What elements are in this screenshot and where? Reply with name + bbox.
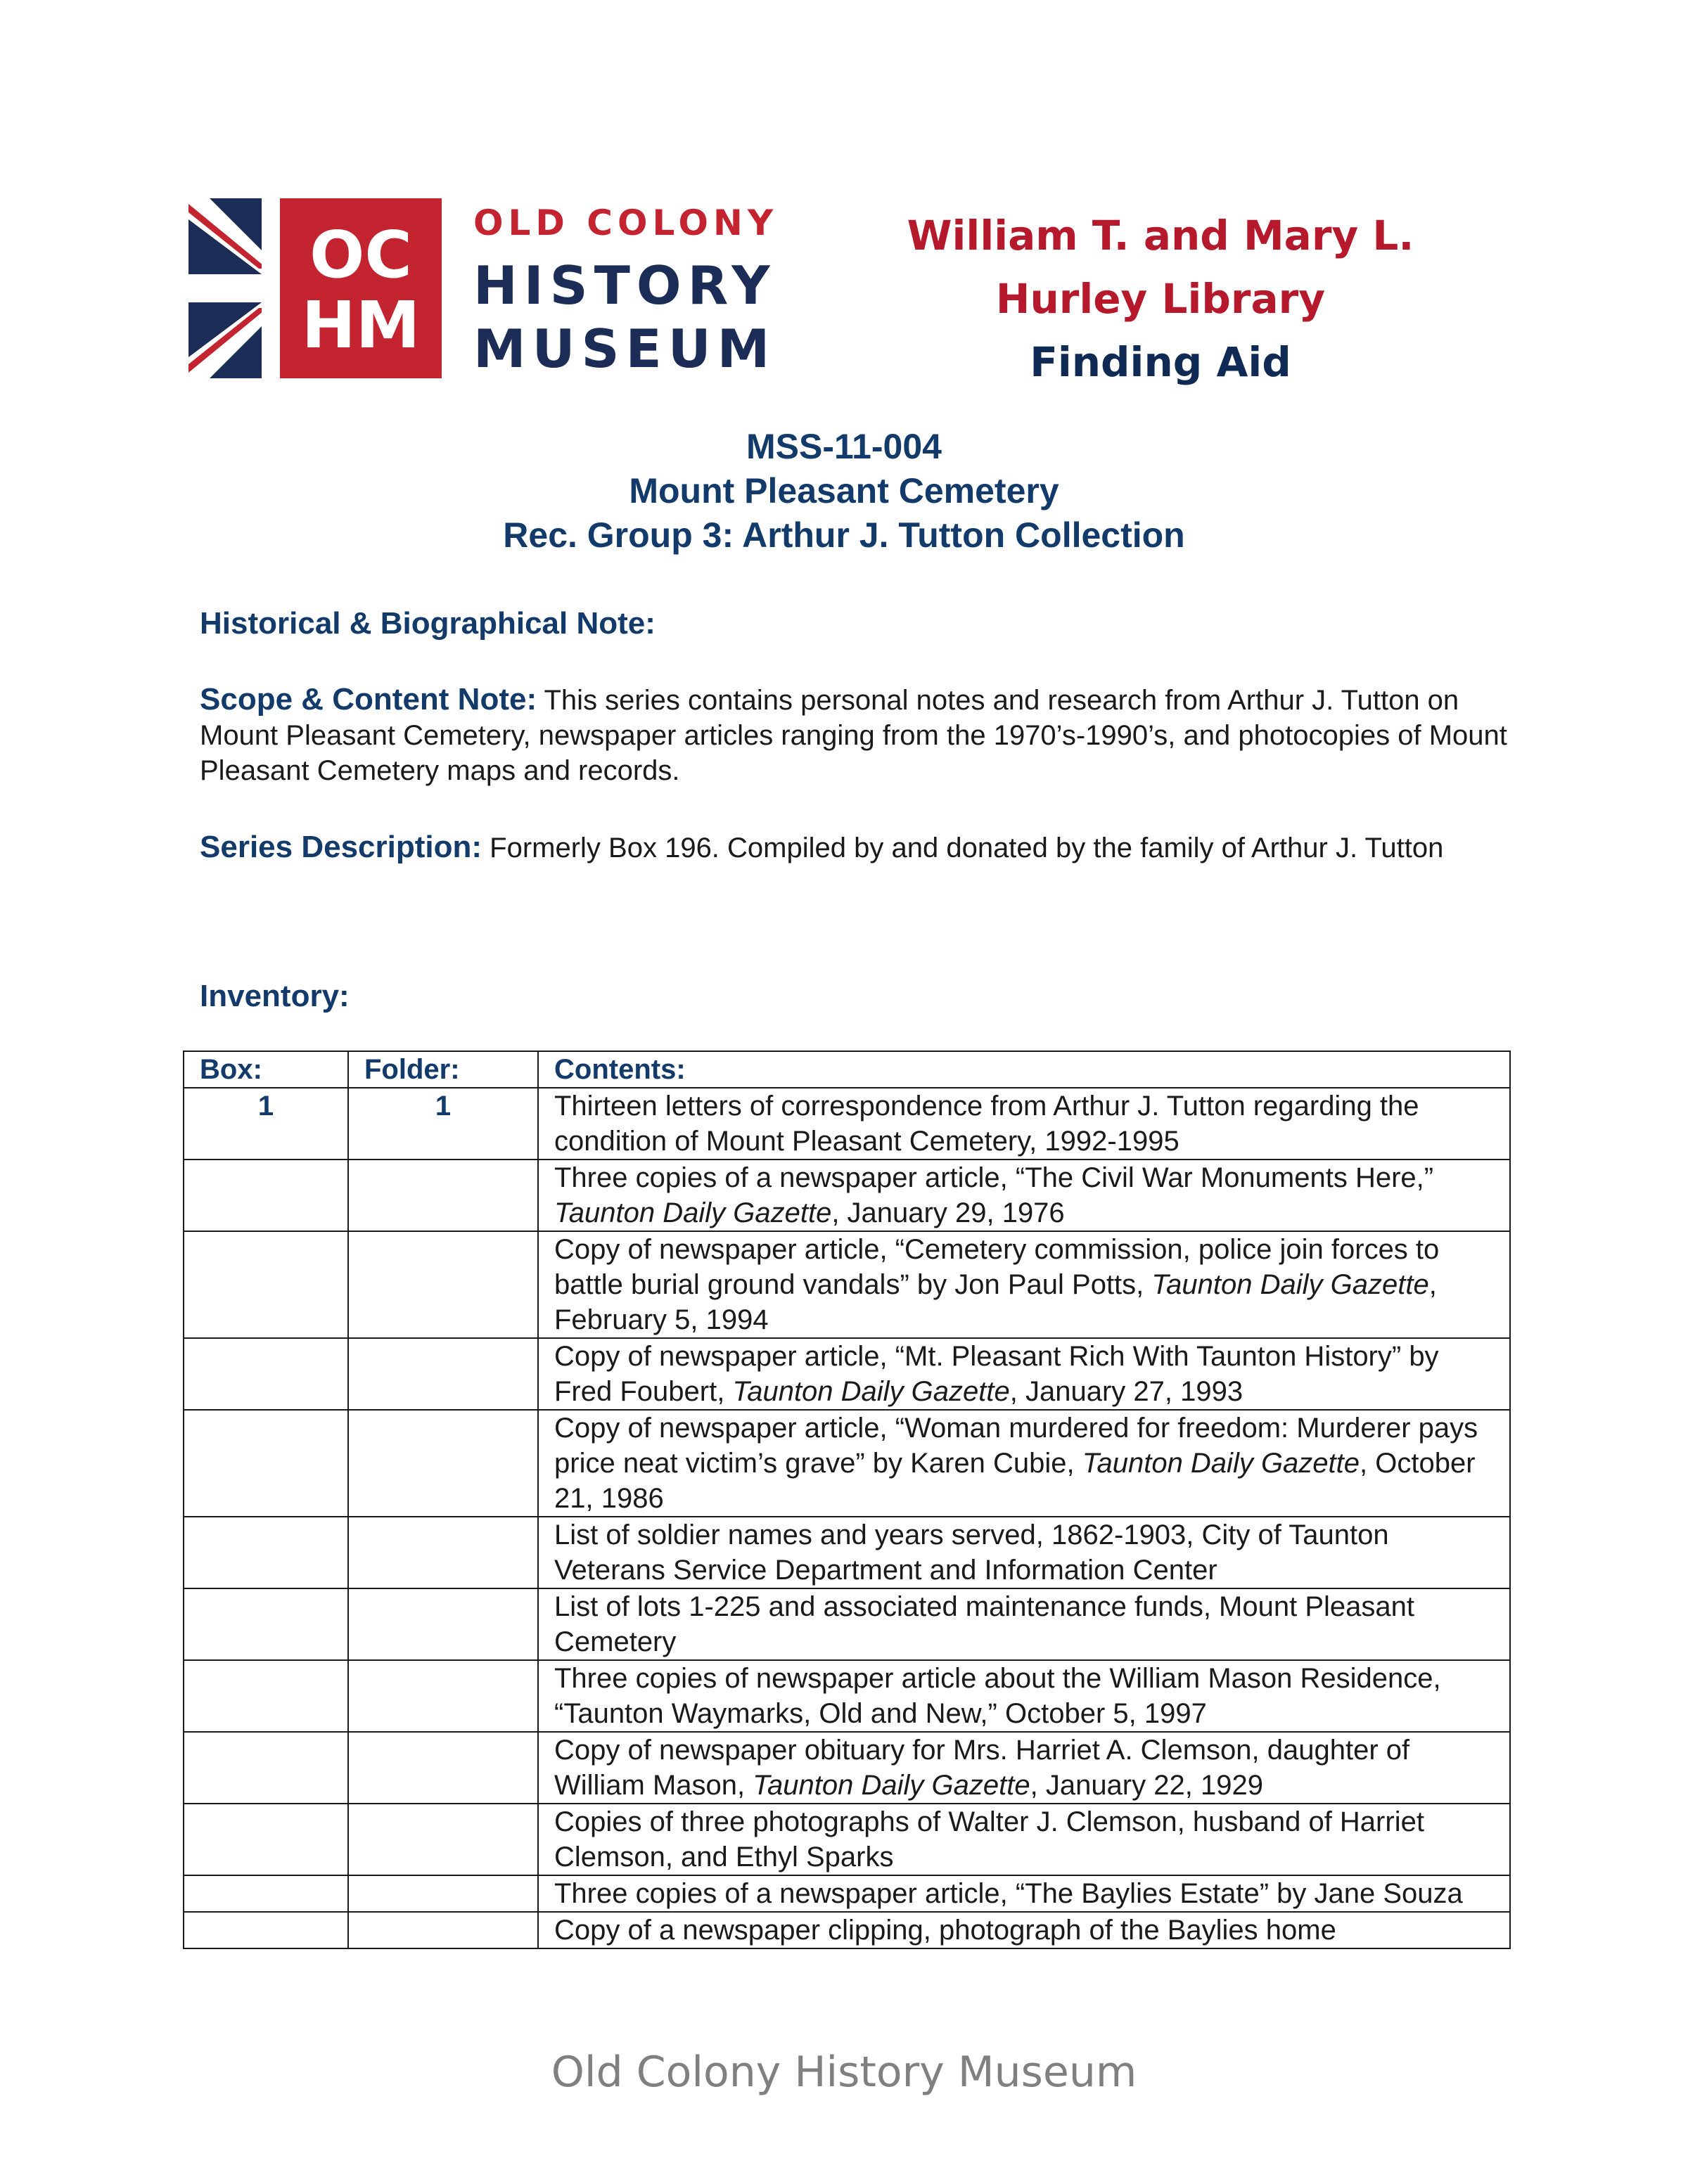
- cell-box: [184, 1732, 348, 1804]
- publication-title: Taunton Daily Gazette: [732, 1376, 1010, 1407]
- cell-box: 1: [184, 1088, 348, 1160]
- cell-box: [184, 1588, 348, 1660]
- cell-folder: [348, 1160, 538, 1231]
- inventory-header-row: [184, 1051, 1510, 1088]
- inventory-label: Inventory:: [200, 979, 350, 1013]
- logo-monogram-bottom: HM: [301, 288, 421, 363]
- cell-folder: [348, 1338, 538, 1410]
- cell-contents: [538, 1517, 1510, 1588]
- cell-contents: [538, 1160, 1510, 1231]
- cell-contents: [538, 1732, 1510, 1804]
- inventory-table: [183, 1051, 1511, 1949]
- cell-contents: [538, 1088, 1510, 1160]
- collection-id: MSS-11-004: [746, 427, 942, 466]
- contents-text: , January 29, 1976: [831, 1197, 1065, 1228]
- contents-text: Copy of newspaper article, “Woman murdered for freedom: Murderer pays price neat victim’s grave” by Karen Cubie,: [554, 1413, 1478, 1479]
- header-contents: Contents:: [538, 1051, 1510, 1088]
- collection-heading: [0, 425, 1688, 558]
- table-row: [184, 1732, 1510, 1804]
- logo-line-museum: MUSEUM: [473, 318, 776, 380]
- cell-contents: [538, 1338, 1510, 1410]
- contents-text: , October 21, 1986: [554, 1448, 1476, 1514]
- inventory-heading: [200, 979, 1508, 1015]
- cell-box: [184, 1160, 348, 1231]
- cell-box: [184, 1338, 348, 1410]
- cell-folder: 1: [348, 1088, 538, 1160]
- table-row: [184, 1804, 1510, 1875]
- table-row: [184, 1912, 1510, 1948]
- contents-text: , January 22, 1929: [1030, 1770, 1263, 1801]
- table-row: [184, 1875, 1510, 1912]
- cell-contents: [538, 1660, 1510, 1732]
- header-box: Box:: [184, 1051, 348, 1088]
- cell-box: [184, 1517, 348, 1588]
- publication-title: Taunton Daily Gazette: [1082, 1448, 1360, 1479]
- collection-name: Mount Pleasant Cemetery: [629, 471, 1059, 510]
- cell-folder: [348, 1875, 538, 1912]
- library-title: [844, 204, 1477, 394]
- cell-box: [184, 1804, 348, 1875]
- cell-box: [184, 1912, 348, 1948]
- table-row: [184, 1660, 1510, 1732]
- cell-contents: [538, 1804, 1510, 1875]
- cell-folder: [348, 1410, 538, 1517]
- cell-contents: [538, 1231, 1510, 1338]
- cell-box: [184, 1410, 348, 1517]
- contents-text: Three copies of a newspaper article, “The Baylies Estate” by Jane Souza: [554, 1878, 1463, 1909]
- cell-contents: [538, 1875, 1510, 1912]
- table-row: [184, 1410, 1510, 1517]
- table-row: [184, 1338, 1510, 1410]
- scope-note-text: This series contains personal notes and research from Arthur J. Tutton on Mount Pleasant Cemetery, newspaper articles ranging from the 1970’s-1990’s, and photocopies of Mount Pleasant Cemetery maps and records.: [200, 685, 1507, 786]
- contents-text: Thirteen letters of correspondence from Arthur J. Tutton regarding the condition of Mount Pleasant Cemetery, 1992-1995: [554, 1091, 1419, 1157]
- contents-text: Three copies of a newspaper article, “The Civil War Monuments Here,”: [554, 1162, 1434, 1193]
- cell-contents: [538, 1588, 1510, 1660]
- library-title-line3: Finding Aid: [1030, 338, 1291, 386]
- page-footer: Old Colony History Museum: [551, 2048, 1137, 2097]
- contents-text: Copy of a newspaper clipping, photograph of the Baylies home: [554, 1915, 1336, 1946]
- scope-note: [200, 682, 1508, 788]
- contents-text: Copies of three photographs of Walter J. Clemson, husband of Harriet Clemson, and Ethyl Sparks: [554, 1806, 1424, 1873]
- table-row: [184, 1160, 1510, 1231]
- contents-text: Three copies of newspaper article about the William Mason Residence, “Taunton Waymarks, Old and New,” October 5, 1997: [554, 1663, 1441, 1729]
- logo-line-history: HISTORY: [473, 255, 776, 316]
- cell-folder: [348, 1804, 538, 1875]
- contents-text: List of lots 1-225 and associated maintenance funds, Mount Pleasant Cemetery: [554, 1591, 1414, 1657]
- logo-monogram-top: OC: [309, 217, 412, 293]
- table-row: [184, 1588, 1510, 1660]
- table-row: [184, 1088, 1510, 1160]
- ochm-monogram-logo: [188, 198, 442, 378]
- historical-note-label: Historical & Biographical Note:: [200, 606, 656, 641]
- cell-contents: [538, 1912, 1510, 1948]
- scope-note-label: Scope & Content Note:: [200, 682, 537, 717]
- contents-text: Copy of newspaper article, “Mt. Pleasant Rich With Taunton History” by Fred Foubert,: [554, 1341, 1439, 1407]
- series-description-label: Series Description:: [200, 830, 482, 864]
- collection-group: Rec. Group 3: Arthur J. Tutton Collection: [503, 515, 1185, 555]
- library-title-line2: Hurley Library: [995, 275, 1326, 323]
- contents-text: , February 5, 1994: [554, 1269, 1437, 1335]
- series-description: [200, 830, 1508, 866]
- cell-folder: [348, 1660, 538, 1732]
- cell-folder: [348, 1231, 538, 1338]
- series-description-text: Formerly Box 196. Compiled by and donated by the family of Arthur J. Tutton: [482, 833, 1444, 863]
- cell-folder: [348, 1517, 538, 1588]
- table-row: [184, 1231, 1510, 1338]
- library-title-line1: William T. and Mary L.: [907, 212, 1414, 259]
- cell-box: [184, 1660, 348, 1732]
- contents-text: Copy of newspaper article, “Cemetery commission, police join forces to battle burial ground vandals” by Jon Paul Potts,: [554, 1234, 1440, 1300]
- historical-note: [200, 606, 1508, 642]
- header-folder: Folder:: [348, 1051, 538, 1088]
- table-row: [184, 1517, 1510, 1588]
- cell-folder: [348, 1732, 538, 1804]
- publication-title: Taunton Daily Gazette: [554, 1197, 832, 1228]
- contents-text: Copy of newspaper obituary for Mrs. Harriet A. Clemson, daughter of William Mason,: [554, 1735, 1410, 1801]
- cell-box: [184, 1231, 348, 1338]
- cell-contents: [538, 1410, 1510, 1517]
- logo-line-old-colony: OLD COLONY: [473, 203, 779, 243]
- publication-title: Taunton Daily Gazette: [753, 1770, 1030, 1801]
- inventory-rows: [184, 1088, 1510, 1948]
- cell-box: [184, 1875, 348, 1912]
- contents-text: List of soldier names and years served, 1862-1903, City of Taunton Veterans Service Department and Information Center: [554, 1520, 1389, 1586]
- publication-title: Taunton Daily Gazette: [1151, 1269, 1429, 1300]
- cell-folder: [348, 1588, 538, 1660]
- contents-text: , January 27, 1993: [1009, 1376, 1243, 1407]
- museum-logo: [188, 198, 800, 378]
- cell-folder: [348, 1912, 538, 1948]
